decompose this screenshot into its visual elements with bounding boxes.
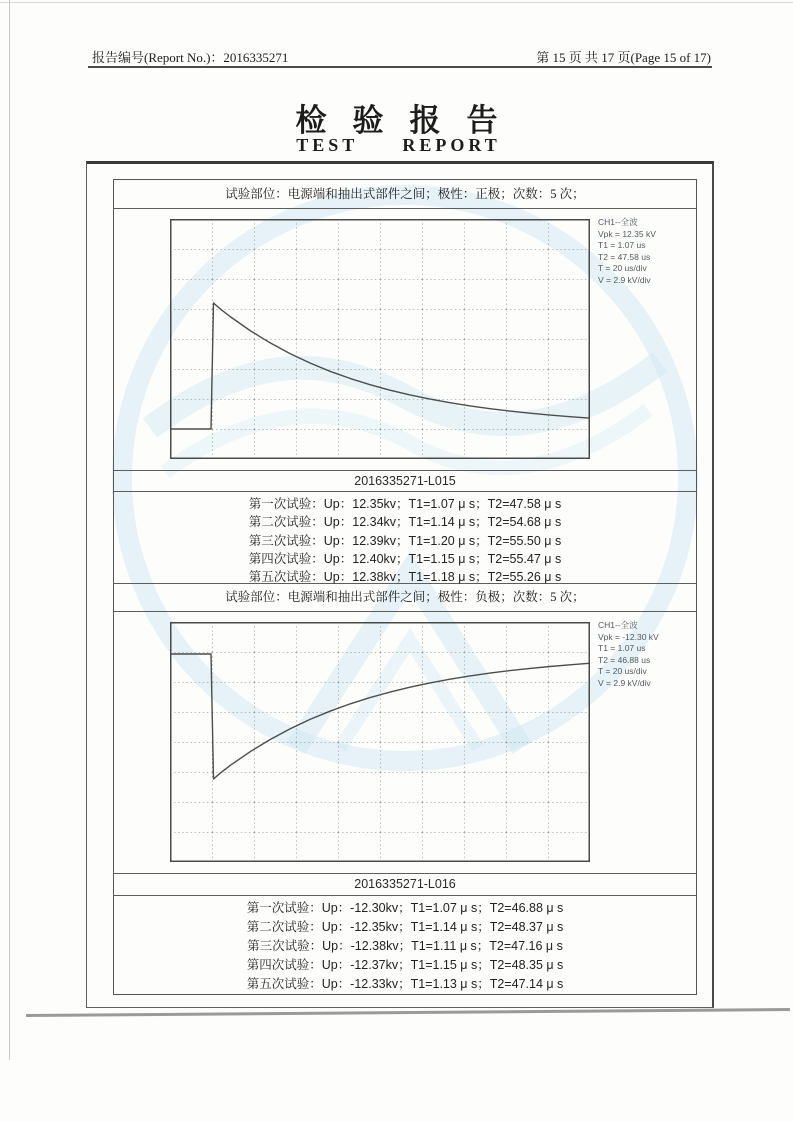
oscillogram-negative (170, 622, 590, 862)
scan-edge-bottom (26, 1008, 790, 1017)
annotation-tdiv: T = 20 us/div (598, 263, 647, 274)
result-line: 第三次试验：Up：12.39kv；T1=1.20 μ s；T2=55.50 μ s (248, 533, 562, 548)
header-rule (88, 66, 712, 68)
result-line: 第五次试验：Up：-12.33kv；T1=1.13 μ s；T2=47.14 μ s (246, 977, 564, 991)
scope-annotation-positive (598, 217, 700, 287)
result-line: 第二次试验：Up：-12.35kv；T1=1.14 μ s；T2=48.37 μ s (246, 920, 564, 934)
scan-edge-left (9, 0, 10, 1060)
annotation-vpk: Vpk = 12.35 kV (598, 228, 656, 239)
result-line: 第二次试验：Up：12.34kv；T1=1.14 μ s；T2=54.68 μ s (248, 515, 562, 530)
annotation-tdiv: T = 20 us/div (598, 666, 647, 677)
report-title-en: TEST REPORT (296, 135, 501, 155)
report-title-cn: 检验报告 (295, 103, 524, 138)
result-line: 第一次试验：Up：12.35kv；T1=1.07 μ s；T2=47.58 μ s (248, 497, 562, 511)
oscillogram-label-negative: 2016335271-L016 (114, 874, 696, 896)
test-condition-negative: 试验部位：电源端和抽出式部件之间；极性：负极；次数：5 次； (114, 584, 696, 612)
report-table (113, 179, 697, 995)
oscillogram-positive (170, 219, 590, 459)
annotation-channel: CH1--全波 (598, 620, 638, 630)
report-number: 报告编号(Report No.)：2016335271 (92, 50, 289, 65)
annotation-vdiv: V = 2.9 kV/div (598, 274, 651, 285)
result-line: 第三次试验：Up：-12.38kv；T1=1.11 μ s；T2=47.16 μ s (247, 939, 563, 953)
annotation-vpk: Vpk = -12.30 kV (598, 631, 659, 642)
oscillogram-row-negative (114, 612, 696, 874)
result-line: 第四次试验：Up：-12.37kv；T1=1.15 μ s；T2=48.35 μ s (246, 958, 564, 972)
oscillogram-label-positive: 2016335271-L015 (114, 471, 696, 492)
annotation-vdiv: V = 2.9 kV/div (598, 677, 651, 688)
oscillogram-row-positive (114, 209, 696, 471)
annotation-channel: CH1--全波 (598, 217, 638, 227)
scan-edge-top (0, 2, 793, 3)
annotation-t2: T2 = 46.88 us (598, 654, 651, 665)
annotation-t2: T2 = 47.58 us (598, 251, 651, 262)
test-condition-positive: 试验部位：电源端和抽出式部件之间；极性：正极；次数：5 次； (114, 180, 696, 209)
annotation-t1: T1 = 1.07 us (598, 240, 646, 251)
result-line: 第四次试验：Up：12.40kv；T1=1.15 μ s；T2=55.47 μ s (248, 551, 562, 566)
scope-annotation-negative (598, 620, 700, 690)
results-negative (114, 896, 696, 994)
results-positive (114, 492, 696, 584)
page-number: 第 15 页 共 17 页(Page 15 of 17) (536, 50, 711, 65)
result-line: 第一次试验：Up：-12.30kv；T1=1.07 μ s；T2=46.88 μ s (246, 901, 564, 915)
annotation-t1: T1 = 1.07 us (598, 643, 646, 654)
result-line: 第五次试验：Up：12.38kv；T1=1.18 μ s；T2=55.26 μ s (248, 570, 562, 585)
